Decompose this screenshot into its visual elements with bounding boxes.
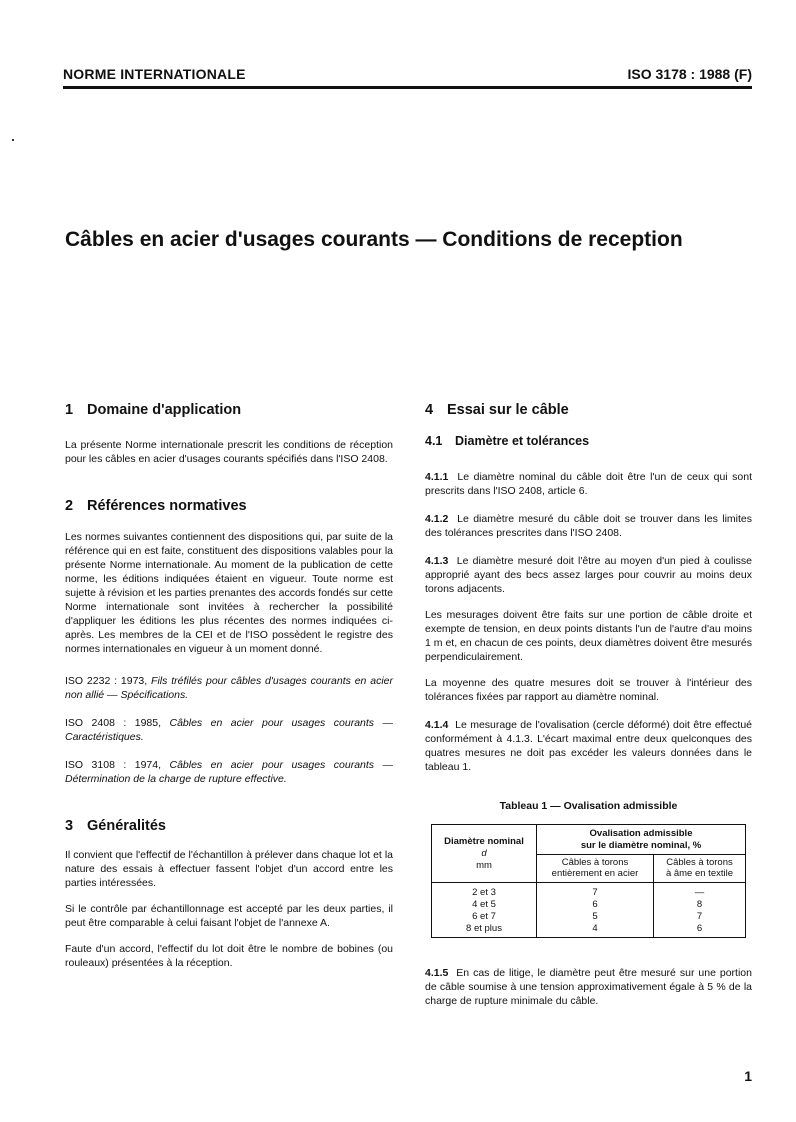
section-2-number: 2 [65, 498, 74, 514]
clause-number: 4.1.4 [425, 719, 449, 731]
clause-number: 4.1.3 [425, 555, 449, 567]
table-cell: 4 [537, 923, 654, 938]
table-cell: 7 [537, 883, 654, 900]
scan-speck [12, 139, 14, 141]
subsection-4-1-heading [425, 434, 752, 448]
table-row [432, 923, 746, 938]
clause-text: En cas de litige, le diamètre peut être mesuré sur une portion de câble soumise à une tension approximativement égale à 5 % de la charge de rupture minimale du câble. [425, 967, 752, 1007]
reference-title: Fils tréfilés pour câbles d'usages courants en acier non allié — Spécifications. [65, 675, 393, 701]
table-cell: 2 et 3 [472, 887, 496, 898]
header-standard-type: NORME INTERNATIONALE [63, 66, 246, 82]
reference-code: ISO 3108 : 1974, [65, 759, 162, 771]
clause-4-1-1 [425, 470, 752, 498]
subheader-line: Câbles à torons [561, 857, 629, 868]
document-title: Câbles en acier d'usages courants — Conditions de reception [65, 228, 683, 251]
table-col-diameter-header [432, 825, 537, 883]
reference-iso-2408 [65, 716, 393, 744]
table-subheader-steel [537, 855, 654, 883]
header-standard-number: ISO 3178 : 1988 (F) [627, 66, 752, 82]
clause-text: Le diamètre mesuré doit l'être au moyen d'un pied à coulisse approprié ayant des becs assez larges pour couvrir au moins deux torons adjacents. [425, 555, 752, 595]
table-1 [431, 824, 746, 938]
clause-text: Le mesurage de l'ovalisation (cercle déformé) doit être effectué conformément à 4.1.3. L'écart maximal entre deux quelconques des quatres mesures ne doit pas excéder les valeurs données dans le tableau 1. [425, 719, 752, 773]
table-1-caption: Tableau 1 — Ovalisation admissible [499, 800, 678, 812]
col-header-line: Diamètre nominal [444, 836, 524, 847]
section-4-number: 4 [425, 402, 434, 418]
reference-iso-2232 [65, 674, 393, 702]
section-3-number: 3 [65, 818, 74, 834]
table-row [432, 911, 746, 923]
table-cell: 6 [653, 923, 745, 938]
subheader-line: entièrement en acier [551, 868, 639, 879]
left-column [65, 402, 393, 970]
table-row [432, 899, 746, 911]
section-3-paragraph-3: Faute d'un accord, l'effectif du lot doit être le nombre de bobines (ou rouleaux) présentées à la réception. [65, 943, 393, 969]
section-2-paragraph: Les normes suivantes contiennent des dispositions qui, par suite de la référence qui en est faite, constituent des dispositions valables pour la présente Norme internationale. Au moment de la publication de cette norme, les éditions indiquées étaient en vigueur. Toute norme est sujette à révision et les parties prenantes des accords fondés sur cette Norme internationale sont invitées à rechercher la possibilité d'appliquer les éditions les plus récentes des normes indiquées ci-après. Les membres de la CEI et de l'ISO possèdent le registre des normes internationales en vigueur à un moment donné. [65, 531, 394, 655]
section-1-heading [65, 402, 393, 418]
table-cell: 8 et plus [466, 923, 502, 934]
clause-4-1-3-paragraph-3: La moyenne des quatre mesures doit se trouver à l'intérieur des tolérances fixées par rapport au diamètre nominal. [425, 677, 752, 703]
group-header-line: Ovalisation admissible [589, 828, 693, 839]
clause-4-1-4 [425, 718, 752, 774]
section-3-title: Généralités [87, 818, 166, 834]
page-number: 1 [744, 1068, 752, 1084]
subheader-line: à âme en textile [665, 868, 734, 879]
clause-4-1-2 [425, 512, 752, 540]
table-cell: 8 [653, 899, 745, 911]
col-header-unit: mm [476, 860, 492, 871]
section-1-number: 1 [65, 402, 74, 418]
reference-title: Câbles en acier pour usages courants — Caractéristiques. [65, 717, 393, 743]
section-4-heading [425, 402, 752, 418]
subsection-4-1-title: Diamètre et tolérances [455, 434, 590, 448]
table-group-header [537, 825, 746, 855]
clause-number: 4.1.1 [425, 471, 449, 483]
clause-4-1-3-paragraph-2: Les mesurages doivent être faits sur une portion de câble droite et exempte de tension, en deux points distants l'un de l'autre d'au moins 1 m et, en chacun de ces points, deux diamètres doivent être mesurés perpendiculairement. [425, 609, 752, 663]
table-row [432, 883, 746, 900]
section-3-heading [65, 818, 393, 834]
table-cell: 5 [537, 911, 654, 923]
clause-text: Le diamètre nominal du câble doit être l'un de ceux qui sont prescrits dans l'ISO 2408, article 6. [425, 471, 752, 497]
clause-text: Le diamètre mesuré du câble doit se trouver dans les limites des tolérances prescrites dans l'ISO 2408. [425, 513, 752, 539]
table-cell: 6 [537, 899, 654, 911]
subheader-line: Câbles à torons [666, 857, 733, 868]
section-1-title: Domaine d'application [87, 402, 242, 418]
section-2-title: Références normatives [87, 498, 247, 514]
table-cell: 4 et 5 [472, 899, 496, 910]
table-subheader-textile [653, 855, 745, 883]
reference-code: ISO 2232 : 1973, [65, 675, 148, 687]
clause-4-1-3 [425, 554, 752, 596]
section-4-title: Essai sur le câble [447, 402, 569, 418]
table-cell: — [653, 883, 745, 900]
section-2-heading [65, 498, 393, 514]
clause-number: 4.1.2 [425, 513, 449, 525]
table-cell: 7 [653, 911, 745, 923]
section-3-paragraph-2: Si le contrôle par échantillonnage est accepté par les deux parties, il peut être comparable à celui faisant l'objet de l'annexe A. [65, 903, 393, 929]
section-3-paragraph-1: Il convient que l'effectif de l'échantillon à prélever dans chaque lot et la nature des essais à effectuer fassent l'objet d'un accord entre les parties intéressées. [65, 849, 393, 889]
reference-iso-3108 [65, 758, 393, 786]
section-1-paragraph: La présente Norme internationale prescrit les conditions de réception pour les câbles en acier d'usages courants spécifiés dans l'ISO 2408. [65, 439, 393, 465]
reference-title: Câbles en acier pour usages courants — Détermination de la charge de rupture effective. [65, 759, 393, 785]
reference-code: ISO 2408 : 1985, [65, 717, 162, 729]
col-header-symbol: d [481, 848, 487, 859]
header-rule [63, 86, 752, 89]
clause-4-1-5 [425, 966, 752, 1008]
subsection-4-1-number: 4.1 [425, 434, 443, 448]
clause-number: 4.1.5 [425, 967, 449, 979]
table-cell: 6 et 7 [472, 911, 496, 922]
group-header-line: sur le diamètre nominal, % [580, 840, 702, 851]
right-column [425, 402, 752, 1008]
